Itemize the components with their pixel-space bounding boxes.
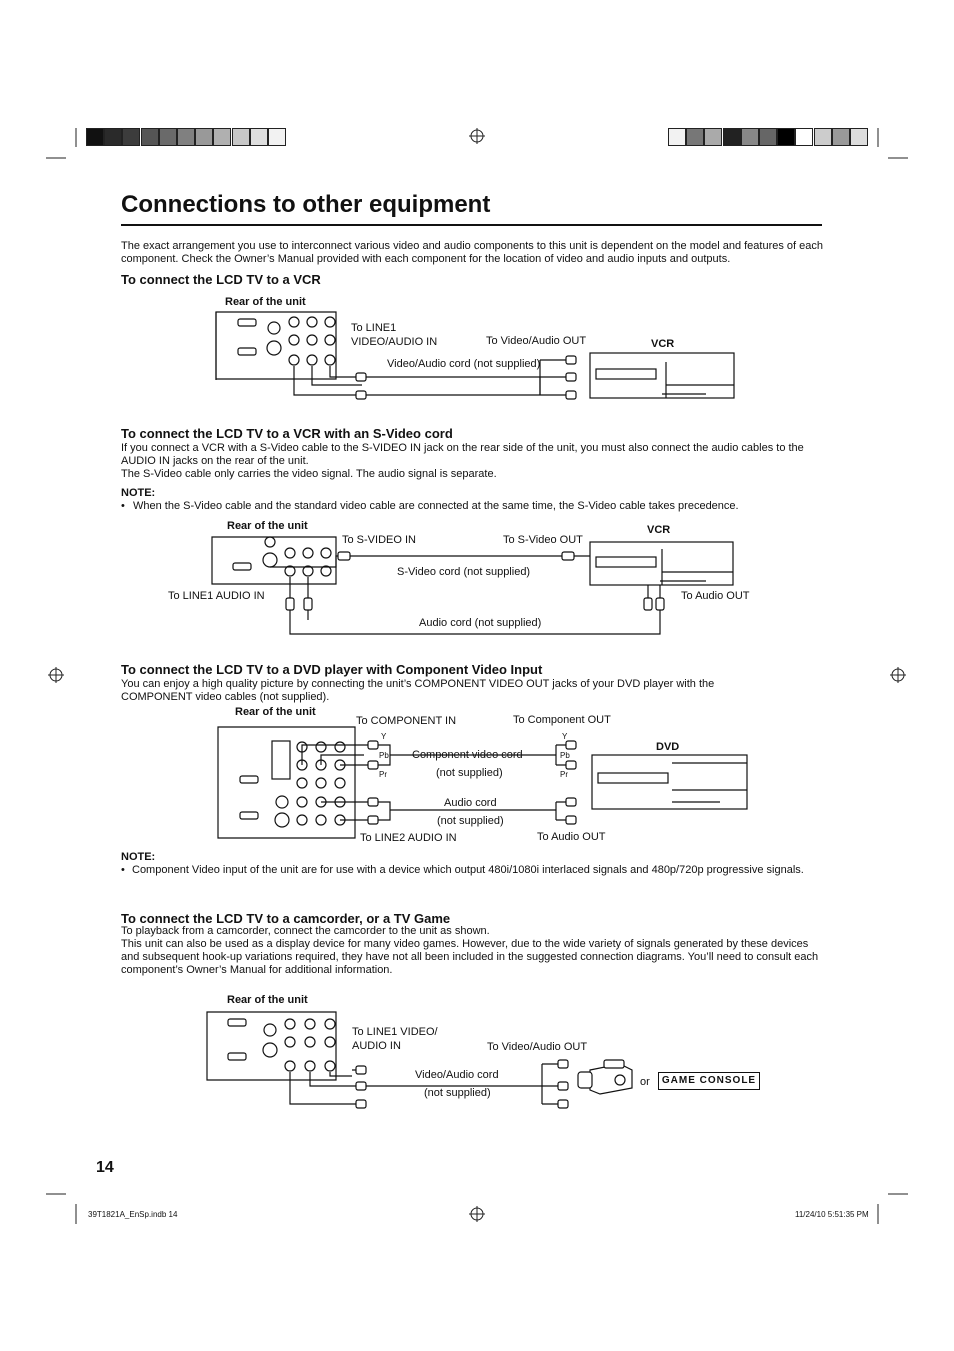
section4-body1: To playback from a camcorder, connect the camcorder to the unit as shown. bbox=[121, 925, 490, 937]
footer-date: 11/24/10 5:51:35 PM bbox=[795, 1210, 869, 1219]
footer-file: 39T1821A_EnSp.indb 14 bbox=[88, 1210, 178, 1219]
label-cord: Video/Audio cord (not supplied) bbox=[387, 358, 541, 370]
section2-note: When the S-Video cable and the standard video cable are connected at the same time, the S-Video cable takes precedence. bbox=[133, 500, 739, 512]
label-to-svideo-in: To S-VIDEO IN bbox=[342, 534, 416, 546]
rear-label: Rear of the unit bbox=[227, 994, 308, 1006]
note-label: NOTE: bbox=[121, 487, 156, 499]
label-pb-in: Pb bbox=[379, 751, 389, 760]
page-title: Connections to other equipment bbox=[121, 191, 491, 218]
section4-heading: To connect the LCD TV to a camcorder, or a TV Game bbox=[121, 911, 451, 926]
label-video-audio-in: VIDEO/AUDIO IN bbox=[351, 336, 438, 348]
rear-label: Rear of the unit bbox=[235, 706, 316, 718]
label-audio-cord-ns: (not supplied) bbox=[437, 815, 504, 827]
rear-label: Rear of the unit bbox=[227, 520, 308, 532]
game-console-label: GAME CONSOLE bbox=[658, 1072, 760, 1090]
note-label: NOTE: bbox=[121, 851, 156, 863]
section4-body2: This unit can also be used as a display device for many video games. However, due to the wide variety of signals generated by these devices and subsequent hook-up variations required, they have not all been included in the suggested connection diagrams. You’ll need to consult each component’s Owner’s Manual for additional information. bbox=[121, 938, 819, 976]
label-to-line1-audio: To LINE1 AUDIO IN bbox=[168, 590, 265, 602]
label-y-out: Y bbox=[562, 732, 568, 741]
label-pr-out: Pr bbox=[560, 770, 568, 779]
label-to-va-out: To Video/Audio OUT bbox=[487, 1041, 588, 1053]
dvd-label: DVD bbox=[656, 741, 680, 753]
diagram-vcr bbox=[216, 312, 734, 399]
label-to-line2-audio: To LINE2 AUDIO IN bbox=[360, 832, 457, 844]
bullet: • bbox=[121, 500, 125, 512]
label-audio-in: AUDIO IN bbox=[352, 1040, 401, 1052]
label-y-in: Y bbox=[381, 732, 387, 741]
label-audio-cord: Audio cord bbox=[444, 797, 497, 809]
section1-heading: To connect the LCD TV to a VCR bbox=[121, 272, 321, 287]
section3-heading: To connect the LCD TV to a DVD player with Component Video Input bbox=[121, 662, 543, 677]
camcorder-icon bbox=[578, 1060, 632, 1094]
bullet: • bbox=[121, 864, 125, 876]
label-comp-cord: Component video cord bbox=[412, 749, 523, 761]
label-to-component-in: To COMPONENT IN bbox=[356, 715, 457, 727]
section2-body1: If you connect a VCR with a S-Video cable to the S-VIDEO IN jack on the rear side of the unit, you must also connect the audio cables to the AUDIO IN jacks on the rear of the unit. bbox=[121, 442, 804, 467]
label-pb-out: Pb bbox=[560, 751, 570, 760]
rear-label: Rear of the unit bbox=[225, 296, 306, 308]
label-to-audio-out: To Audio OUT bbox=[681, 590, 750, 602]
label-svideo-cord: S-Video cord (not supplied) bbox=[397, 566, 531, 578]
label-to-line1: To LINE1 bbox=[351, 322, 397, 334]
section3-note: Component Video input of the unit are for use with a device which output 480i/1080i interlaced signals and 480p/720p progressive signals. bbox=[132, 864, 804, 876]
label-to-component-out: To Component OUT bbox=[513, 714, 611, 726]
page-number: 14 bbox=[96, 1159, 114, 1176]
label-cord-ns: (not supplied) bbox=[424, 1087, 491, 1099]
label-to-line1-video: To LINE1 VIDEO/ bbox=[352, 1026, 438, 1038]
label-or: or bbox=[640, 1076, 650, 1088]
label-pr-in: Pr bbox=[379, 770, 387, 779]
vcr-label: VCR bbox=[647, 524, 671, 536]
label-to-svideo-out: To S-Video OUT bbox=[503, 534, 583, 546]
section2-heading: To connect the LCD TV to a VCR with an S-Video cord bbox=[121, 426, 453, 441]
label-audio-cord: Audio cord (not supplied) bbox=[419, 617, 542, 629]
label-to-audio-out: To Audio OUT bbox=[537, 831, 606, 843]
label-cord: Video/Audio cord bbox=[415, 1069, 499, 1081]
vcr-label: VCR bbox=[651, 338, 675, 350]
section2-body2: The S-Video cable only carries the video signal. The audio signal is separate. bbox=[121, 468, 497, 480]
section3-body: You can enjoy a high quality picture by connecting the unit’s COMPONENT VIDEO OUT jacks of your DVD player with the COMPONENT video cables (not supplied). bbox=[121, 678, 715, 703]
label-to-va-out: To Video/Audio OUT bbox=[486, 335, 587, 347]
intro-text: The exact arrangement you use to interconnect various video and audio components to this unit is dependent on the model and features of each component. Check the Owner’s Manual provided with each component for the location of video and audio inputs and outputs. bbox=[121, 240, 824, 265]
label-comp-cord-ns: (not supplied) bbox=[436, 767, 503, 779]
